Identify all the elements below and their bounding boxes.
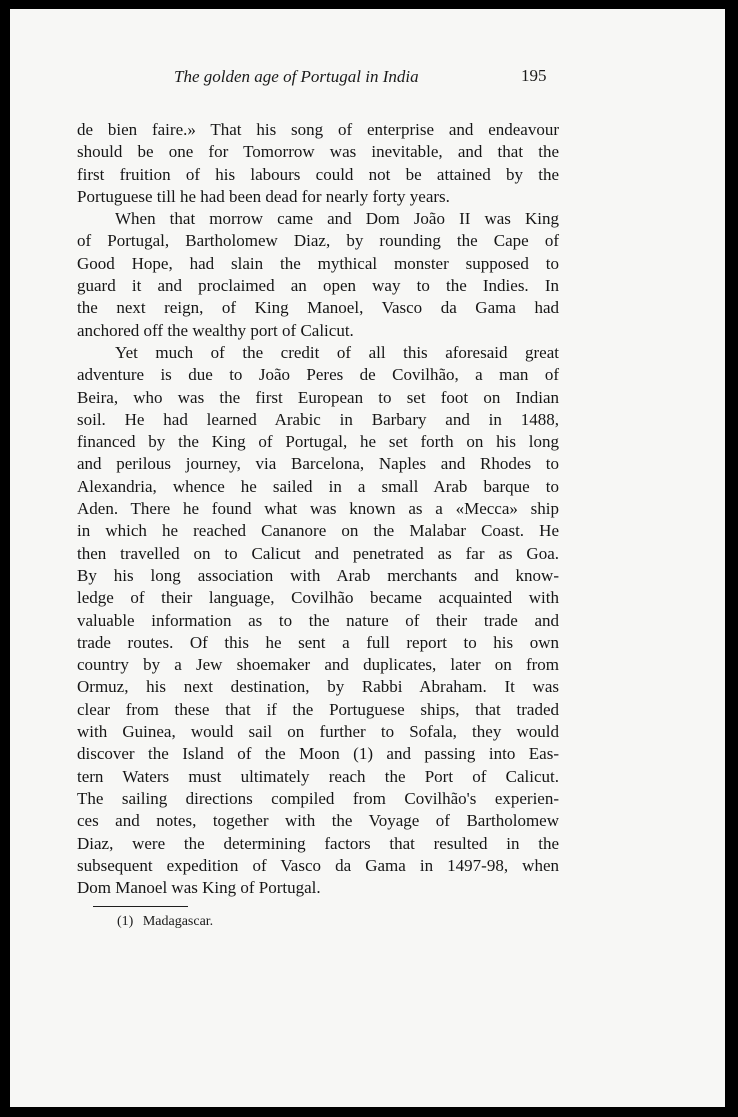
text-line: first fruition of his labours could not be attained by the — [77, 164, 559, 184]
text-line: the next reign, of King Manoel, Vasco da Gama had — [77, 298, 559, 318]
book-page — [10, 9, 725, 1107]
footnote — [117, 914, 213, 930]
text-line: clear from these that if the Portuguese ships, that traded — [77, 699, 559, 719]
page-header — [10, 67, 725, 91]
footnote-marker: (1) — [117, 914, 134, 929]
text-line: The sailing directions compiled from Covilhão's experien- — [77, 788, 559, 808]
text-line: valuable information as to the nature of their trade and — [77, 610, 559, 630]
text-line: country by a Jew shoemaker and duplicates, later on from — [77, 655, 559, 675]
text-line: ces and notes, together with the Voyage of Bartholomew — [77, 811, 559, 831]
text-line: guard it and proclaimed an open way to the Indies. In — [77, 276, 559, 296]
text-line: should be one for Tomorrow was inevitable, and that the — [77, 142, 559, 162]
text-line: ledge of their language, Covilhão became acquainted with — [77, 588, 559, 608]
text-line: of Portugal, Bartholomew Diaz, by rounding the Cape of — [77, 231, 559, 251]
text-line: financed by the King of Portugal, he set forth on his long — [77, 432, 559, 452]
body-text — [77, 119, 559, 899]
running-head: The golden age of Portugal in India — [174, 67, 419, 86]
footnote-divider — [93, 906, 188, 907]
text-line: and perilous journey, via Barcelona, Naples and Rhodes to — [77, 454, 559, 474]
text-line: tern Waters must ultimately reach the Port of Calicut. — [77, 766, 559, 786]
text-line: Alexandria, whence he sailed in a small Arab barque to — [77, 476, 559, 496]
text-line: de bien faire.» That his song of enterprise and endeavour — [77, 120, 559, 139]
text-line: Diaz, were the determining factors that resulted in the — [77, 833, 559, 853]
text-line: adventure is due to João Peres de Covilhão, a man of — [77, 365, 559, 385]
text-line: Good Hope, had slain the mythical monster supposed to — [77, 253, 559, 273]
text-line: Dom Manoel was King of Portugal. — [77, 878, 321, 898]
text-line: anchored off the wealthy port of Calicut. — [77, 320, 354, 340]
text-line: Beira, who was the first European to set foot on Indian — [77, 387, 559, 407]
text-line: trade routes. Of this he sent a full report to his own — [77, 632, 559, 652]
footnote-text: Madagascar. — [142, 914, 214, 929]
page-number: 195 — [521, 66, 547, 85]
text-line: Portuguese till he had been dead for nearly forty years. — [77, 186, 450, 206]
text-line: discover the Island of the Moon (1) and passing into Eas- — [77, 744, 559, 764]
text-line: When that morrow came and Dom João II was King — [115, 209, 559, 229]
text-line: By his long association with Arab merchants and know- — [77, 565, 559, 585]
text-line: Ormuz, his next destination, by Rabbi Abraham. It was — [77, 677, 559, 697]
text-line: soil. He had learned Arabic in Barbary and in 1488, — [77, 409, 559, 429]
text-line: then travelled on to Calicut and penetrated as far as Goa. — [77, 543, 559, 563]
text-line: with Guinea, would sail on further to Sofala, they would — [77, 722, 559, 742]
text-line: in which he reached Cananore on the Malabar Coast. He — [77, 521, 559, 541]
text-line: Aden. There he found what was known as a «Mecca» ship — [77, 499, 559, 519]
text-line: Yet much of the credit of all this aforesaid great — [115, 342, 559, 362]
text-line: subsequent expedition of Vasco da Gama in 1497-98, when — [77, 855, 559, 875]
